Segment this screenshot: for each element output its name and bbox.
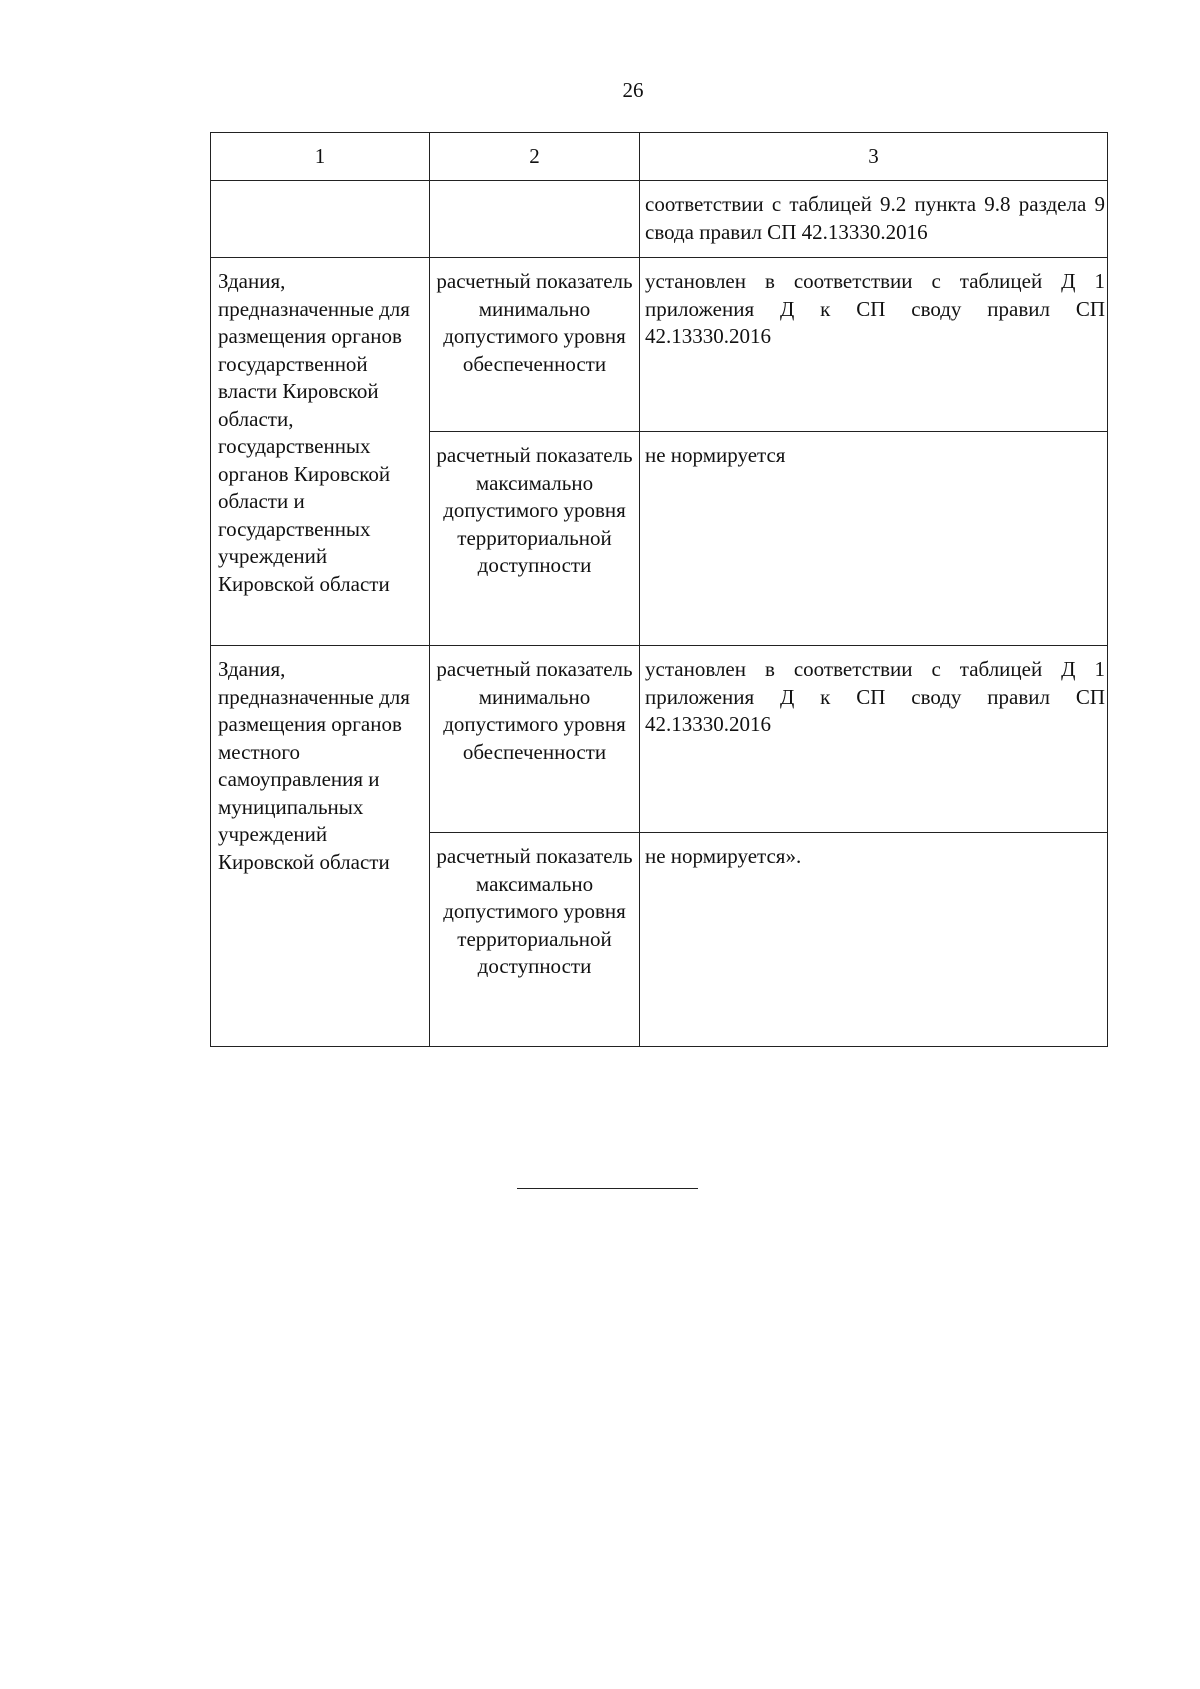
value-cell: установлен в соответствии с таблицей Д 1 приложения Д к СП своду правил СП 42.13330.2016 xyxy=(640,646,1108,833)
standards-table xyxy=(210,132,1108,1047)
indicator-cell: расчетный показатель минимально допустимого уровня обеспеченности xyxy=(430,646,640,833)
continuation-value: соответствии с таблицей 9.2 пункта 9.8 раздела 9 свода правил СП 42.13330.2016 xyxy=(640,181,1108,258)
table-header-row xyxy=(211,133,1108,181)
value-cell: установлен в соответствии с таблицей Д 1 приложения Д к СП своду правил СП 42.13330.2016 xyxy=(640,258,1108,432)
end-divider xyxy=(517,1188,698,1189)
page-number: 26 xyxy=(622,78,644,102)
value-cell: не нормируется». xyxy=(640,833,1108,1047)
column-header-1: 1 xyxy=(211,133,430,181)
column-header-2: 2 xyxy=(430,133,640,181)
continuation-cell-2 xyxy=(430,181,640,258)
value-cell: не нормируется xyxy=(640,432,1108,646)
continuation-row xyxy=(211,181,1108,258)
continuation-cell-1 xyxy=(211,181,430,258)
indicator-cell: расчетный показатель минимально допустимого уровня обеспеченности xyxy=(430,258,640,432)
object-cell-municipal: Здания, предназначенные для размещения органов местного самоуправления и муниципальных учреждений Кировской области xyxy=(211,646,430,1047)
object-cell-state: Здания, предназначенные для размещения органов государственной власти Кировской области, государственных органов Кировской области и государственных учреждений Кировской области xyxy=(211,258,430,646)
table-row xyxy=(211,258,1108,432)
table-row xyxy=(211,646,1108,833)
indicator-cell: расчетный показатель максимально допустимого уровня территориальной доступности xyxy=(430,833,640,1047)
column-header-3: 3 xyxy=(640,133,1108,181)
indicator-cell: расчетный показатель максимально допустимого уровня территориальной доступности xyxy=(430,432,640,646)
